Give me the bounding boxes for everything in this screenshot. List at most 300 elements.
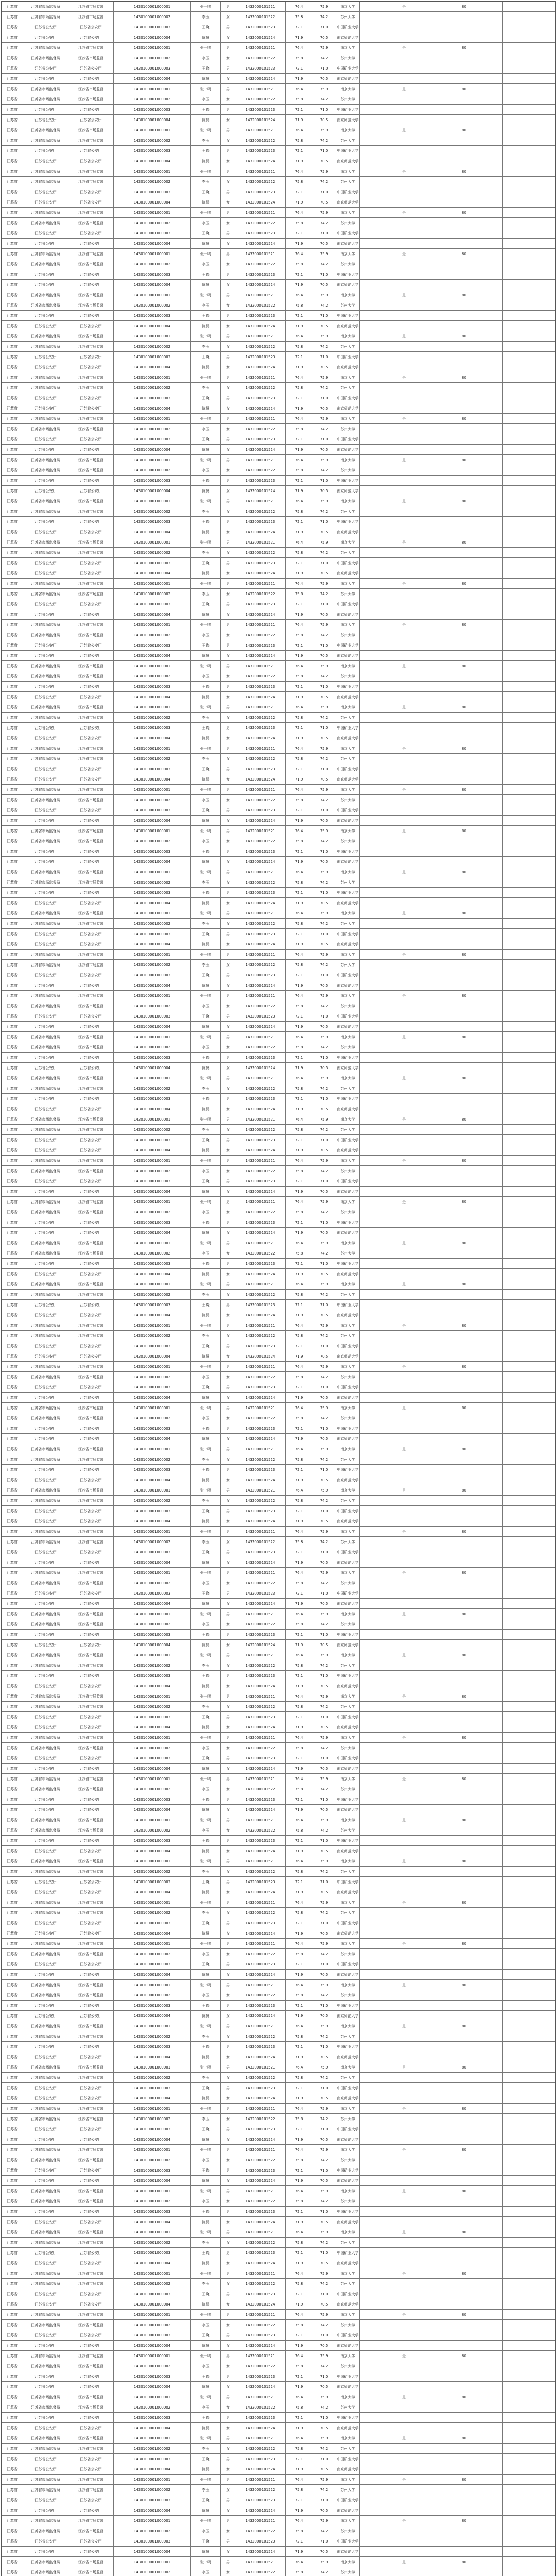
table-cell: 71.0	[312, 63, 336, 73]
table-cell: 1430100001000004	[114, 1104, 191, 1114]
table-cell	[448, 1001, 480, 1011]
table-cell: 江苏省	[2, 630, 23, 640]
table-cell: 75.8	[286, 2402, 312, 2412]
table-row	[2, 1681, 555, 1691]
table-cell: 江苏省	[2, 53, 23, 63]
table-cell	[480, 2124, 503, 2134]
table-cell: 1432000101522	[235, 795, 286, 805]
table-cell	[480, 94, 503, 104]
table-cell	[503, 1156, 529, 1165]
table-cell: 江苏省公安厅	[23, 321, 68, 331]
table-cell: 76.4	[286, 43, 312, 53]
table-cell: 80	[448, 1279, 480, 1289]
table-cell: 女	[221, 1660, 235, 1670]
table-cell: 80	[448, 1815, 480, 1825]
table-cell: 1430100001000001	[114, 2392, 191, 2402]
table-cell	[480, 1527, 503, 1536]
table-cell: 陈晨	[191, 980, 221, 990]
table-cell	[360, 434, 448, 444]
table-cell: 1432000101524	[235, 403, 286, 413]
table-cell: 江苏省市场监督局	[23, 2310, 68, 2319]
table-cell	[480, 1588, 503, 1598]
table-cell: 1432000101522	[235, 1496, 286, 1505]
table-cell: 1430100001000002	[114, 1042, 191, 1052]
table-cell	[503, 1362, 529, 1371]
table-cell: 江苏省	[2, 2392, 23, 2402]
table-cell: 1430100001000003	[114, 2495, 191, 2505]
table-cell	[360, 517, 448, 527]
table-cell: 江苏省市场监督局	[23, 2485, 68, 2495]
table-cell: 75.8	[286, 2526, 312, 2536]
table-cell	[360, 651, 448, 660]
table-cell	[448, 1423, 480, 1433]
table-cell	[480, 455, 503, 465]
table-cell: 1430100001000003	[114, 2124, 191, 2134]
table-row	[2, 908, 555, 919]
table-cell: 张一鸣	[191, 455, 221, 465]
table-cell: 中国矿业大学	[336, 2083, 360, 2093]
table-cell	[448, 1959, 480, 1969]
table-cell: 71.0	[312, 1094, 336, 1104]
table-cell: 1430100001000004	[114, 1722, 191, 1732]
table-cell: 75.9	[312, 2, 336, 11]
table-cell: 江苏省	[2, 300, 23, 310]
table-cell	[480, 2526, 503, 2536]
table-cell: 陈晨	[191, 1805, 221, 1815]
table-cell: 80	[448, 2021, 480, 2031]
table-cell: 1430100001000001	[114, 785, 191, 794]
table-cell: 1432000101521	[235, 1197, 286, 1207]
table-cell: 是	[360, 620, 448, 630]
table-cell: 1432000101524	[235, 1022, 286, 1031]
table-cell: 75.8	[286, 1413, 312, 1423]
table-cell	[360, 1588, 448, 1598]
table-cell	[480, 939, 503, 949]
table-cell	[480, 115, 503, 125]
table-row	[2, 2475, 555, 2485]
table-cell: 1430100001000003	[114, 682, 191, 691]
table-cell: 1430100001000001	[114, 2145, 191, 2155]
table-cell	[448, 2093, 480, 2103]
table-cell	[480, 506, 503, 516]
table-cell: 女	[221, 919, 235, 928]
table-cell: 王晓	[191, 682, 221, 691]
table-cell: 南京师范大学	[336, 1640, 360, 1650]
table-row	[2, 1990, 555, 2001]
table-cell: 74.2	[312, 465, 336, 475]
table-cell: 江苏省市场监督局	[23, 2114, 68, 2124]
table-cell	[503, 2196, 529, 2206]
table-row	[2, 568, 555, 579]
table-cell: 女	[221, 342, 235, 351]
table-cell: 江苏省公安厅	[68, 2176, 114, 2185]
table-cell: 江苏省市场监督	[68, 177, 114, 187]
table-cell: 男	[221, 1877, 235, 1887]
table-cell: 1432000101523	[235, 1300, 286, 1310]
table-cell: 1432000101524	[235, 239, 286, 248]
table-cell: 女	[221, 857, 235, 867]
table-cell	[360, 2176, 448, 2185]
table-cell: 75.9	[312, 661, 336, 671]
table-cell: 是	[360, 1279, 448, 1289]
table-cell: 王晓	[191, 1959, 221, 1969]
table-cell: 1430100001000002	[114, 2073, 191, 2082]
table-cell: 72.1	[286, 105, 312, 114]
table-cell: 1432000101524	[235, 1557, 286, 1567]
table-cell: 张一鸣	[191, 2310, 221, 2319]
table-cell: 南京师范大学	[336, 1970, 360, 1979]
table-cell	[480, 898, 503, 908]
table-cell: 江苏省市场监督	[68, 1248, 114, 1258]
table-cell: 75.9	[312, 2516, 336, 2526]
table-cell: 1430100001000002	[114, 300, 191, 310]
table-cell	[503, 2227, 529, 2237]
table-cell: 南京师范大学	[336, 2423, 360, 2433]
table-cell: 是	[360, 991, 448, 1001]
table-cell: 中国矿业大学	[336, 2248, 360, 2258]
table-cell: 江苏省	[2, 43, 23, 53]
table-cell	[360, 1393, 448, 1402]
table-cell: 75.9	[312, 2433, 336, 2443]
table-cell: 江苏省市场监督	[68, 1485, 114, 1495]
table-cell: 男	[221, 1712, 235, 1722]
table-cell: 张一鸣	[191, 1774, 221, 1784]
table-cell: 江苏省公安厅	[68, 774, 114, 784]
table-cell: 1432000101523	[235, 1382, 286, 1392]
table-cell	[360, 12, 448, 22]
table-cell: 1430100001000003	[114, 1341, 191, 1351]
table-cell: 南京师范大学	[336, 1228, 360, 1238]
table-cell	[448, 94, 480, 104]
table-cell: 江苏省市场监督	[68, 2073, 114, 2082]
table-cell: 南京大学	[336, 743, 360, 753]
table-cell: 江苏省市场监督	[68, 661, 114, 671]
table-cell: 80	[448, 1156, 480, 1165]
table-cell: 75.8	[286, 1496, 312, 1505]
table-cell: 江苏省	[2, 723, 23, 733]
table-cell: 江苏省	[2, 527, 23, 537]
table-cell: 江苏省	[2, 774, 23, 784]
table-cell: 南京师范大学	[336, 362, 360, 372]
table-cell: 江苏省市场监督	[68, 2114, 114, 2124]
table-cell: 江苏省公安厅	[68, 1063, 114, 1073]
table-cell: 女	[221, 1743, 235, 1753]
table-cell: 南京师范大学	[336, 1805, 360, 1815]
table-cell: 李玉	[191, 259, 221, 269]
table-cell: 75.9	[312, 991, 336, 1001]
table-cell	[360, 2464, 448, 2474]
table-cell	[480, 558, 503, 568]
table-cell: 74.2	[312, 1537, 336, 1547]
table-cell: 江苏省公安厅	[23, 1341, 68, 1351]
table-cell: 张一鸣	[191, 1980, 221, 1990]
table-cell: 江苏省	[2, 785, 23, 794]
table-cell	[448, 2207, 480, 2216]
table-cell: 江苏省	[2, 950, 23, 959]
table-cell: 1430100001000001	[114, 1691, 191, 1701]
table-cell: 陈晨	[191, 280, 221, 290]
table-cell: 中国矿业大学	[336, 846, 360, 856]
table-cell: 陈晨	[191, 816, 221, 825]
table-cell: 江苏省	[2, 2505, 23, 2515]
table-cell: 女	[221, 53, 235, 63]
table-cell: 1430100001000004	[114, 2134, 191, 2144]
table-cell: 1432000101521	[235, 908, 286, 918]
table-cell: 1430100001000004	[114, 1681, 191, 1691]
table-cell: 75.8	[286, 2155, 312, 2165]
table-cell: 江苏省	[2, 1619, 23, 1629]
table-cell	[360, 2001, 448, 2010]
table-cell: 1430100001000001	[114, 249, 191, 259]
table-cell: 男	[221, 166, 235, 176]
table-cell: 江苏省	[2, 1506, 23, 1516]
table-cell	[503, 1640, 529, 1650]
table-cell: 是	[360, 1197, 448, 1207]
table-cell: 75.9	[312, 166, 336, 176]
table-cell: 中国矿业大学	[336, 2165, 360, 2175]
table-cell	[503, 259, 529, 269]
table-cell	[360, 960, 448, 970]
table-cell	[503, 1094, 529, 1104]
table-cell: 男	[221, 2165, 235, 2175]
table-cell: 1432000101524	[235, 980, 286, 990]
table-cell	[503, 1166, 529, 1176]
table-cell	[360, 1207, 448, 1217]
table-row	[2, 723, 555, 733]
table-cell: 1432000101523	[235, 2330, 286, 2340]
table-cell: 南京大学	[336, 1733, 360, 1742]
table-cell: 76.4	[286, 2557, 312, 2567]
table-cell: 江苏省市场监督局	[23, 2227, 68, 2237]
table-cell: 女	[221, 1001, 235, 1011]
table-cell: 江苏省市场监督局	[23, 743, 68, 753]
table-cell: 是	[360, 1856, 448, 1866]
table-cell: 75.9	[312, 1279, 336, 1289]
table-cell	[503, 2279, 529, 2289]
table-cell: 男	[221, 1939, 235, 1948]
table-cell	[503, 2104, 529, 2113]
table-cell: 江苏省公安厅	[68, 105, 114, 114]
table-cell: 75.8	[286, 383, 312, 393]
table-cell: 76.4	[286, 1774, 312, 1784]
table-cell	[448, 1104, 480, 1114]
table-cell: 72.1	[286, 1836, 312, 1845]
table-cell: 1430100001000003	[114, 2536, 191, 2546]
table-cell: 中国矿业大学	[336, 269, 360, 279]
table-cell: 71.9	[286, 527, 312, 537]
table-cell	[503, 269, 529, 279]
table-cell: 70.5	[312, 816, 336, 825]
table-cell: 江苏省公安厅	[68, 362, 114, 372]
table-cell: 江苏省	[2, 1578, 23, 1588]
table-cell: 江苏省市场监督	[68, 950, 114, 959]
table-cell: 72.1	[286, 517, 312, 527]
table-cell	[503, 939, 529, 949]
table-cell: 75.8	[286, 548, 312, 557]
table-cell: 南京师范大学	[336, 1434, 360, 1444]
table-cell: 江苏省	[2, 1609, 23, 1619]
table-cell: 70.5	[312, 321, 336, 331]
table-cell	[480, 2361, 503, 2371]
table-cell: 江苏省公安厅	[23, 156, 68, 166]
table-cell	[480, 785, 503, 794]
table-cell: 南京师范大学	[336, 280, 360, 290]
table-cell: 江苏省公安厅	[68, 1681, 114, 1691]
table-cell: 江苏省公安厅	[68, 651, 114, 660]
table-cell: 江苏省	[2, 2454, 23, 2464]
table-cell	[503, 2330, 529, 2340]
table-cell: 71.0	[312, 1259, 336, 1268]
table-cell: 1432000101524	[235, 2382, 286, 2392]
table-cell: 李玉	[191, 1372, 221, 1382]
table-cell: 74.2	[312, 2567, 336, 2576]
table-cell: 75.8	[286, 1372, 312, 1382]
table-cell: 苏州大学	[336, 877, 360, 887]
table-cell: 江苏省市场监督局	[23, 1454, 68, 1464]
table-cell: 女	[221, 527, 235, 537]
table-cell	[360, 1918, 448, 1928]
table-cell: 76.4	[286, 496, 312, 506]
table-cell	[448, 1207, 480, 1217]
table-cell: 李玉	[191, 2196, 221, 2206]
table-cell: 江苏省市场监督局	[23, 2186, 68, 2196]
table-cell: 1432000101522	[235, 1290, 286, 1299]
table-cell: 南京师范大学	[336, 774, 360, 784]
table-cell: 75.8	[286, 1537, 312, 1547]
table-cell	[480, 135, 503, 145]
table-cell: 男	[221, 1506, 235, 1516]
table-cell: 中国矿业大学	[336, 2207, 360, 2216]
table-cell	[360, 589, 448, 599]
table-cell: 张一鸣	[191, 1279, 221, 1289]
table-cell	[503, 1825, 529, 1835]
table-cell: 男	[221, 2289, 235, 2299]
table-cell: 南京大学	[336, 702, 360, 712]
table-cell: 江苏省	[2, 1527, 23, 1536]
table-cell: 江苏省市场监督	[68, 1650, 114, 1660]
table-cell: 男	[221, 414, 235, 423]
table-cell	[448, 764, 480, 774]
table-cell: 72.1	[286, 22, 312, 32]
table-cell: 74.2	[312, 630, 336, 640]
table-cell: 张一鸣	[191, 1815, 221, 1825]
table-cell: 1430100001000003	[114, 846, 191, 856]
table-cell: 70.5	[312, 1640, 336, 1650]
table-cell: 中国矿业大学	[336, 1176, 360, 1186]
table-cell: 1432000101521	[235, 2021, 286, 2031]
table-cell: 是	[360, 950, 448, 959]
table-cell: 江苏省市场监督	[68, 2526, 114, 2536]
table-cell	[448, 2073, 480, 2082]
table-row	[2, 702, 555, 713]
table-cell: 74.2	[312, 177, 336, 187]
table-cell: 1432000101522	[235, 12, 286, 22]
table-cell	[480, 1372, 503, 1382]
table-cell: 江苏省	[2, 1640, 23, 1650]
table-cell: 江苏省市场监督局	[23, 135, 68, 145]
table-cell	[480, 1568, 503, 1578]
table-cell: 71.9	[286, 197, 312, 207]
table-cell: 75.8	[286, 1083, 312, 1093]
table-cell: 江苏省公安厅	[68, 1269, 114, 1279]
table-cell: 70.5	[312, 2258, 336, 2268]
table-cell: 江苏省市场监督局	[23, 1691, 68, 1701]
table-cell: 70.5	[312, 568, 336, 578]
table-cell: 南京师范大学	[336, 2382, 360, 2392]
table-cell: 1432000101522	[235, 2155, 286, 2165]
table-cell: 71.9	[286, 980, 312, 990]
table-cell: 71.9	[286, 321, 312, 331]
table-cell	[503, 2310, 529, 2319]
table-cell	[503, 1011, 529, 1021]
table-cell: 70.5	[312, 651, 336, 660]
table-cell: 江苏省公安厅	[68, 609, 114, 619]
table-cell: 女	[221, 980, 235, 990]
table-cell	[503, 2042, 529, 2052]
table-cell: 76.4	[286, 1733, 312, 1742]
table-cell: 80	[448, 2145, 480, 2155]
table-cell: 江苏省公安厅	[68, 1382, 114, 1392]
table-cell: 1430100001000004	[114, 486, 191, 496]
table-cell: 71.0	[312, 1135, 336, 1145]
table-cell: 江苏省	[2, 795, 23, 805]
table-cell: 江苏省公安厅	[23, 939, 68, 949]
table-cell: 南京师范大学	[336, 1310, 360, 1320]
table-cell	[360, 1671, 448, 1681]
table-cell: 江苏省市场监督局	[23, 2279, 68, 2289]
table-cell	[480, 1362, 503, 1371]
table-cell: 张一鸣	[191, 84, 221, 94]
table-cell: 王晓	[191, 2207, 221, 2216]
table-cell: 南京师范大学	[336, 1557, 360, 1567]
table-cell: 80	[448, 2475, 480, 2484]
table-cell: 是	[360, 1774, 448, 1784]
table-cell: 江苏省	[2, 1444, 23, 1454]
table-row	[2, 1640, 555, 1650]
table-cell: 江苏省	[2, 1022, 23, 1031]
table-cell: 南京大学	[336, 1197, 360, 1207]
table-cell: 70.5	[312, 1104, 336, 1114]
table-cell: 71.9	[286, 1846, 312, 1856]
table-cell: 江苏省	[2, 1413, 23, 1423]
table-cell	[360, 1877, 448, 1887]
table-cell: 1432000101522	[235, 2567, 286, 2576]
table-cell: 80	[448, 2351, 480, 2361]
table-cell	[480, 1578, 503, 1588]
table-cell: 72.1	[286, 311, 312, 320]
table-cell: 王晓	[191, 1176, 221, 1186]
table-cell: 江苏省	[2, 877, 23, 887]
table-cell: 江苏省市场监督	[68, 2567, 114, 2576]
table-cell: 王晓	[191, 2413, 221, 2422]
table-cell	[480, 877, 503, 887]
table-cell: 陈晨	[191, 1269, 221, 1279]
table-row	[2, 1475, 555, 1485]
table-cell: 江苏省市场监督局	[23, 671, 68, 681]
table-cell: 江苏省公安厅	[23, 1630, 68, 1639]
table-cell: 女	[221, 1599, 235, 1608]
table-cell: 72.1	[286, 1712, 312, 1722]
table-cell: 80	[448, 661, 480, 671]
table-cell	[360, 671, 448, 681]
table-cell: 张一鸣	[191, 2516, 221, 2526]
table-cell	[503, 589, 529, 599]
table-cell: 1430100001000004	[114, 1434, 191, 1444]
table-cell	[448, 795, 480, 805]
table-cell: 江苏省公安厅	[23, 2495, 68, 2505]
table-cell: 1430100001000004	[114, 403, 191, 413]
table-cell: 71.0	[312, 228, 336, 238]
